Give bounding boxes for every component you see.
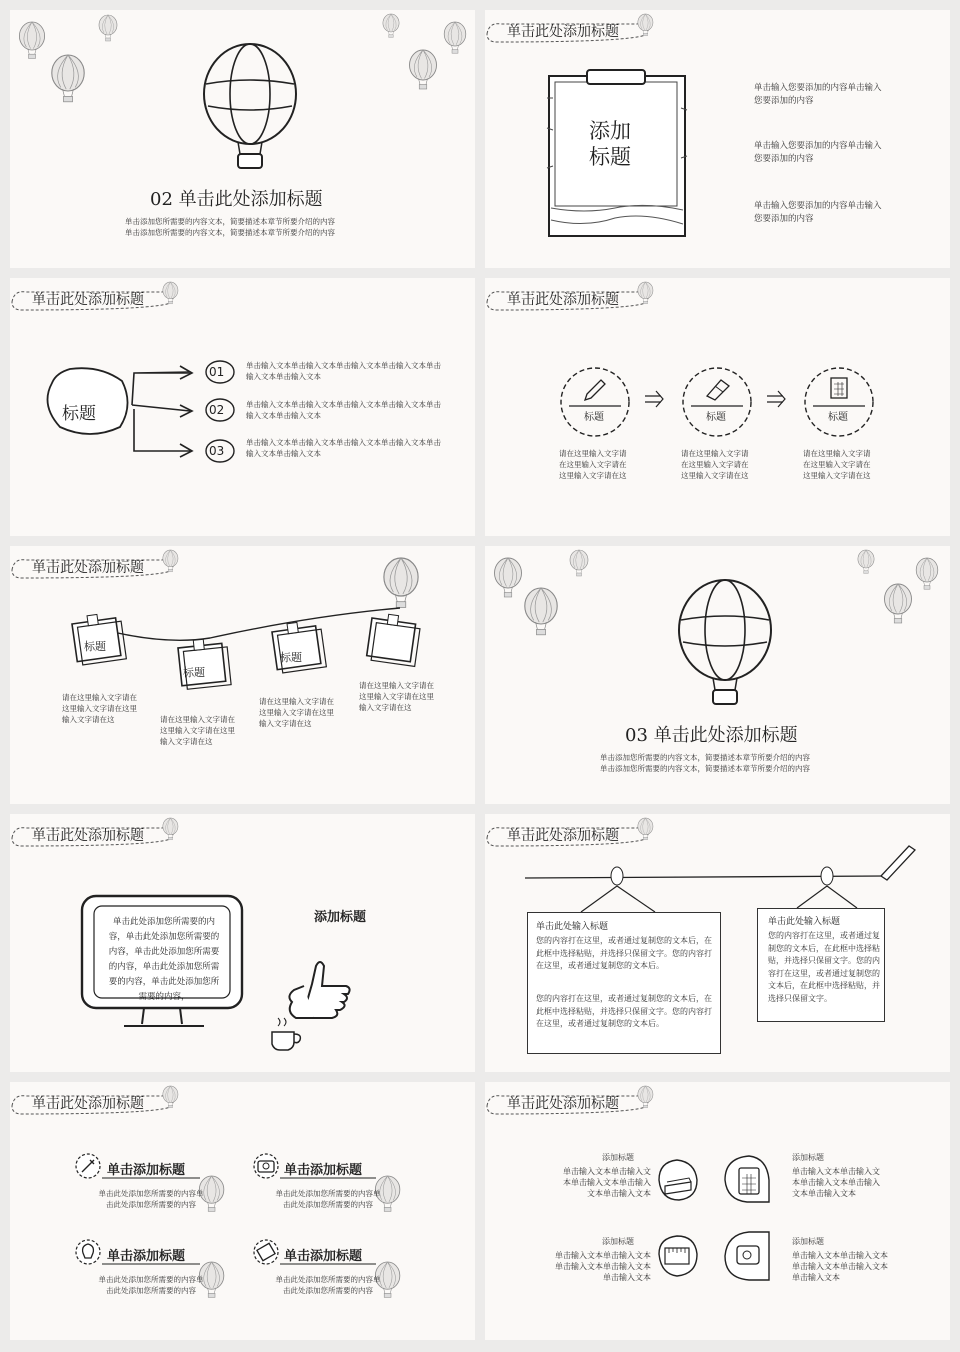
item-3-title[interactable]: 添加标题: [602, 1237, 634, 1246]
section-title[interactable]: 03 单击此处添加标题: [625, 725, 798, 746]
item-4-line-2: 单击输入文本单击输入文本: [792, 1262, 888, 1271]
item-3-body: [525, 1250, 651, 1283]
item-1-body: [547, 1166, 651, 1199]
num-03: 03: [209, 444, 225, 458]
slide-header[interactable]: 单击此处添加标题: [507, 24, 619, 40]
text-item-2: 单击输入文本单击输入文本单击输入文本单击输入文本单击输入文本单击输入文本: [246, 400, 441, 420]
eraser-icon: [707, 380, 729, 400]
section-desc-2: 单击添加您所需要的内容文本，简要描述本章节所要介绍的内容: [600, 764, 810, 773]
card-1[interactable]: [527, 912, 721, 1054]
card-2-title: 单击此处输入标题: [768, 917, 841, 927]
slide-hanging-notes: [10, 546, 475, 804]
item-2-title[interactable]: 单击添加标题: [284, 1163, 363, 1178]
board-title[interactable]: [589, 118, 631, 170]
slide-header[interactable]: 单击此处添加标题: [32, 1096, 144, 1112]
card-2[interactable]: [757, 908, 885, 1022]
slide-icon-grid: [485, 1082, 950, 1340]
slide-hanging-cards: [485, 814, 950, 1072]
note-3-text: 请在这里输入文字请在这里输入文字请在这里输入文字请在这: [259, 697, 334, 728]
note-1-text: 请在这里输入文字请在这里输入文字请在这里输入文字请在这: [62, 693, 137, 724]
item-4-title[interactable]: 添加标题: [792, 1237, 824, 1246]
slide-mindmap: [10, 278, 475, 536]
item-3-line-1: 单击输入文本单击输入文本: [555, 1251, 651, 1260]
text-item-3: 单击输入文本单击输入文本单击输入文本单击输入文本单击输入文本单击输入文本: [246, 438, 441, 458]
icon-shapes: [485, 1082, 950, 1340]
item-4-text: 单击此处添加您所需要的内容单击此处添加您所需要的内容: [275, 1275, 381, 1295]
item-2-line-3: 文本单击输入文本: [792, 1189, 856, 1198]
card-1-para-2: 您的内容打在这里，或者通过复制您的文本后，在此框中选择粘贴，并选择只保留文字。您的内容打在这里，或者通过复制您的文本后。: [536, 994, 712, 1028]
text-item-1: 单击输入您要添加的内容单击输入您要添加的内容: [754, 83, 882, 106]
item-1-title[interactable]: 添加标题: [602, 1153, 634, 1162]
text-item-2: 单击输入您要添加的内容单击输入您要添加的内容: [754, 141, 882, 164]
item-1-title[interactable]: 单击添加标题: [107, 1163, 186, 1178]
slide-header[interactable]: 单击此处添加标题: [507, 828, 619, 844]
item-1-text: 单击此处添加您所需要的内容单击此处添加您所需要的内容: [98, 1189, 204, 1209]
section-desc-2: 单击添加您所需要的内容文本，简要描述本章节所要介绍的内容: [125, 228, 335, 237]
item-3-text: 单击此处添加您所需要的内容单击此处添加您所需要的内容: [98, 1275, 204, 1295]
step-1-label[interactable]: 标题: [584, 412, 604, 423]
pencil-icon: [585, 380, 605, 400]
item-1-line-2: 本单击输入文本单击输入: [563, 1178, 651, 1187]
note-3-label[interactable]: 标题: [280, 651, 302, 664]
note-2-label[interactable]: 标题: [183, 666, 205, 679]
calculator-icon: [739, 1168, 759, 1194]
side-label[interactable]: 添加标题: [314, 910, 367, 925]
item-4-body: [792, 1250, 918, 1283]
item-4-line-3: 单击输入文本: [792, 1273, 840, 1282]
item-decorations: [10, 1082, 475, 1340]
center-label[interactable]: 标题: [62, 404, 96, 424]
item-2-line-1: 单击输入文本单击输入文: [792, 1167, 880, 1176]
slide-process: [485, 278, 950, 536]
calculator-icon: [831, 378, 847, 398]
section-desc-1: 单击添加您所需要的内容文本，简要描述本章节所要介绍的内容: [600, 753, 810, 762]
slide-clipboard: [485, 10, 950, 268]
item-2-line-2: 本单击输入文本单击输入: [792, 1178, 880, 1187]
item-3-line-2: 单击输入文本单击输入文本: [555, 1262, 651, 1271]
slide-section-03: [485, 546, 950, 804]
item-2-text: 单击此处添加您所需要的内容单击此处添加您所需要的内容: [275, 1189, 381, 1209]
slide-balloon-list: [10, 1082, 475, 1340]
step-1-text: 请在这里输入文字请在这里输入文字请在这里输入文字请在这: [559, 449, 627, 480]
note-1-label[interactable]: 标题: [84, 640, 106, 653]
section-title[interactable]: 02 单击此处添加标题: [150, 189, 323, 210]
card-2-para-1: 您的内容打在这里，或者通过复制您的文本后，在此框中选择粘贴，并选择只保留文字。您的内容打在这里，或者通过复制您的文本后，在此框中选择粘贴，并选择只保留文字。: [768, 931, 880, 1003]
note-4-text: 请在这里输入文字请在这里输入文字请在这里输入文字请在这: [359, 681, 434, 712]
item-2-body: [792, 1166, 912, 1199]
sharpener-icon: [737, 1246, 759, 1264]
slide-header[interactable]: 单击此处添加标题: [32, 560, 144, 576]
item-2-title[interactable]: 添加标题: [792, 1153, 824, 1162]
item-4-line-1: 单击输入文本单击输入文本: [792, 1251, 888, 1260]
slide-header[interactable]: 单击此处添加标题: [507, 1096, 619, 1112]
thumbs-up-icon: [262, 922, 352, 1052]
board-title-line-1: 添加: [589, 119, 631, 143]
card-1-title: 单击此处输入标题: [536, 922, 609, 932]
note-2-text: 请在这里输入文字请在这里输入文字请在这里输入文字请在这: [160, 715, 235, 746]
board-title-line-2: 标题: [589, 145, 631, 169]
process-diagram: [555, 364, 915, 454]
item-3-title[interactable]: 单击添加标题: [107, 1249, 186, 1264]
text-item-3: 单击输入您要添加的内容单击输入您要添加的内容: [754, 201, 882, 224]
section-desc-1: 单击添加您所需要的内容文本，简要描述本章节所要介绍的内容: [125, 217, 335, 226]
slide-monitor: [10, 814, 475, 1072]
text-item-1: 单击输入文本单击输入文本单击输入文本单击输入文本单击输入文本单击输入文本: [246, 361, 441, 381]
item-1-line-1: 单击输入文本单击输入文: [563, 1167, 651, 1176]
item-1-line-3: 文本单击输入文本: [587, 1189, 651, 1198]
step-3-text: 请在这里输入文字请在这里输入文字请在这里输入文字请在这: [803, 449, 871, 480]
ruler-icon: [665, 1248, 689, 1264]
card-1-para-1: 您的内容打在这里，或者通过复制您的文本后，在此框中选择粘贴，并选择只保留文字。您的内容打在这里，或者通过复制您的文本后。: [536, 936, 712, 970]
item-4-title[interactable]: 单击添加标题: [284, 1249, 363, 1264]
num-01: 01: [209, 365, 225, 379]
slide-section-02: [10, 10, 475, 268]
num-02: 02: [209, 403, 225, 417]
screen-text: 单击此处添加您所需要的内容，单击此处添加您所需要的内容，单击此处添加您所需要的内容，单击此处添加您所需要的内容，单击此处添加您所需要的内容，: [108, 917, 220, 1002]
string-and-notes: [10, 546, 475, 804]
slide-header[interactable]: 单击此处添加标题: [32, 292, 144, 308]
step-2-text: 请在这里输入文字请在这里输入文字请在这里输入文字请在这: [681, 449, 749, 480]
slide-header[interactable]: 单击此处添加标题: [32, 828, 144, 844]
slide-header[interactable]: 单击此处添加标题: [507, 292, 619, 308]
item-3-line-3: 单击输入文本: [603, 1273, 651, 1282]
step-3-label[interactable]: 标题: [828, 412, 848, 423]
pen-icon: [881, 846, 915, 880]
step-2-label[interactable]: 标题: [706, 412, 726, 423]
